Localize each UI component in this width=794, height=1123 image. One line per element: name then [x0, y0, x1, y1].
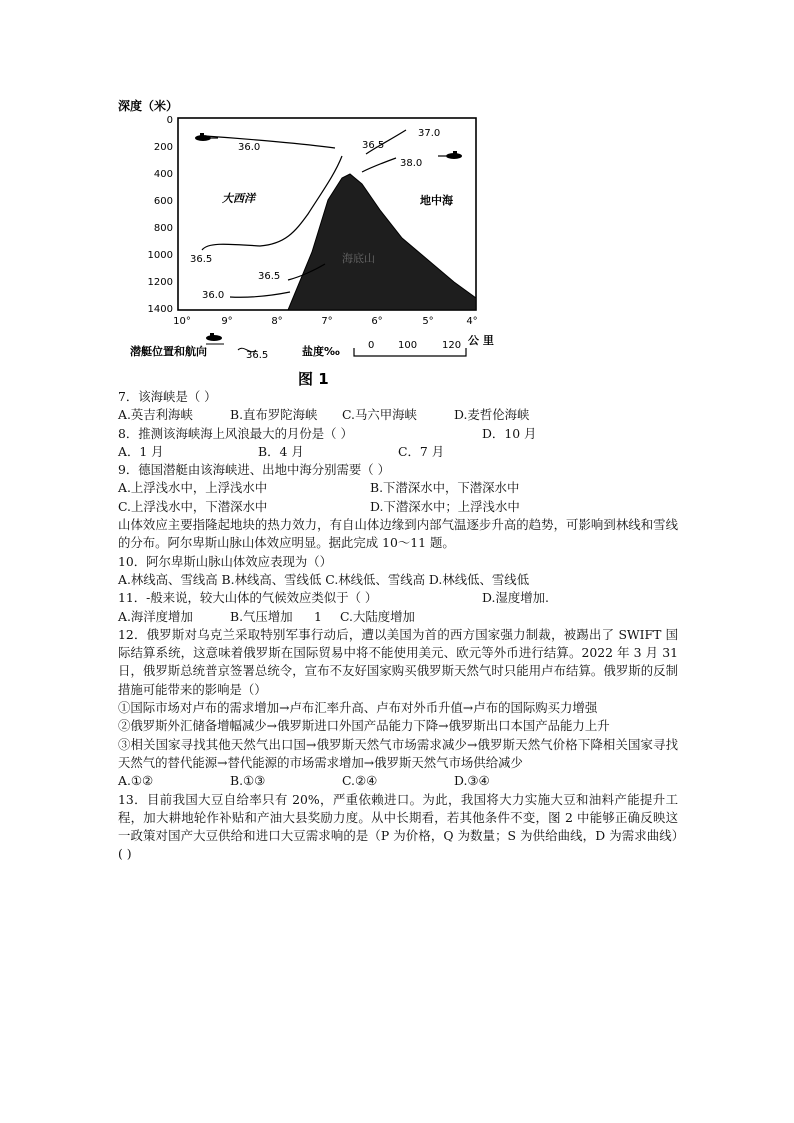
option: A.①② — [118, 773, 154, 789]
stray-mark: 1 — [314, 608, 322, 624]
question-9-options-row2 — [118, 498, 678, 516]
question-10: 10．阿尔卑斯山脉山体效应表现为（） — [118, 553, 333, 569]
scale-tick: 0 — [368, 340, 375, 351]
passage-10-11: 山体效应主要指隆起地块的热力效力，有自山体边缘到内部气温逐步升高的趋势，可影响到林线和雪线的分布。阿尔卑斯山脉山体效应明显。据此完成 10～11 题。 — [118, 517, 678, 551]
longitude-tick-labels — [173, 316, 478, 327]
lon-tick: 10° — [173, 316, 191, 327]
mountain-label: 海底山 — [342, 252, 375, 265]
question-11-line — [118, 589, 678, 607]
option: B.直布罗陀海峡 — [230, 407, 318, 423]
question-12-statement-2: ②俄罗斯外汇储备增幅减少→俄罗斯进口外国产品能力下降→俄罗斯出口本国产品能力上升 — [118, 718, 610, 734]
submarine-icon — [206, 333, 224, 344]
scale-tick: 100 — [398, 340, 418, 351]
option: D.下潜深水中；上浮浅水中 — [370, 498, 520, 514]
question-12-statement-3: ③相关国家寻找其他天然气出口国→俄罗斯天然气市场需求减少→俄罗斯天然气价格下降相关国家寻找天然气的替代能源→替代能源的市场需求增加→俄罗斯天然气市场供给减少 — [118, 736, 678, 770]
figure-legend — [130, 333, 494, 361]
option: B.气压增加 — [230, 608, 293, 624]
isoline-label: 36.5 — [362, 140, 385, 151]
question-13: 13．目前我国大豆自给率只有 20%，严重依赖进口。为此，我国将大力实施大豆和油料产能提升工程，加大耕地轮作补贴和产油大县奖励力度。从中长期看，若其他条件不变，图 2 中能够正确反映这一政策对国产大豆供给和进口大豆需求响的是（P 为价格，Q 为数量；S 为供给曲线，D 为需求曲线）( ) — [118, 791, 678, 862]
option: B．4 月 — [258, 443, 304, 459]
figure-caption: 图 1 — [298, 370, 329, 388]
depth-tick: 800 — [153, 223, 173, 234]
depth-tick: 1200 — [147, 277, 173, 288]
isoline-36-0-lower — [230, 292, 290, 297]
region-mediterranean: 地中海 — [420, 194, 453, 207]
legend-isoline-value: 36.5 — [246, 350, 269, 361]
submarine-icon — [438, 151, 462, 159]
option: C．7 月 — [398, 443, 445, 459]
option: A.海洋度增加 — [118, 608, 193, 624]
depth-tick: 400 — [153, 169, 173, 180]
option: C.马六甲海峡 — [342, 407, 417, 423]
depth-tick-labels — [148, 115, 173, 315]
lon-tick: 8° — [271, 316, 283, 327]
question-7-options — [118, 406, 678, 424]
isoline-36-0-upper — [205, 136, 335, 148]
isoline-label: 36.5 — [190, 254, 213, 265]
option: D.麦哲伦海峡 — [454, 407, 530, 423]
lon-tick: 4° — [466, 316, 478, 327]
option: B.①③ — [230, 773, 266, 789]
question-7: 7．该海峡是（ ） — [118, 389, 217, 404]
option: B.下潜深水中，下潜深水中 — [370, 480, 520, 496]
option: A.英吉利海峡 — [118, 407, 193, 423]
strait-cross-section-figure — [110, 92, 510, 392]
option: A.上浮浅水中，上浮浅水中 — [118, 480, 268, 496]
isoline-label: 38.0 — [400, 158, 423, 169]
lon-tick: 6° — [371, 316, 383, 327]
option: C.大陆度增加 — [340, 608, 415, 624]
option: C.上浮浅水中，下潜深水中 — [118, 498, 268, 514]
isoline-label: 36.0 — [238, 142, 261, 153]
question-11: 11．-般来说，较大山体的气候效应类似于（ ） — [118, 590, 378, 606]
region-atlantic: 大西洋 — [222, 192, 255, 205]
option: C.②④ — [342, 773, 378, 789]
question-12-options — [118, 772, 678, 790]
legend-submarine-label: 潜艇位置和航向 — [130, 345, 207, 358]
scale-tick: 120 — [442, 340, 462, 351]
option: A．1 月 — [118, 443, 164, 459]
option: D.湿度增加. — [482, 590, 549, 606]
question-9: 9．德国潜艇由该海峡进、出地中海分别需要（ ） — [118, 462, 391, 478]
depth-tick: 200 — [153, 142, 173, 153]
question-8-line — [118, 425, 678, 443]
legend-salinity-label: 盐度‰ — [302, 345, 340, 358]
lon-tick: 9° — [221, 316, 233, 327]
question-11-options — [118, 608, 678, 626]
isoline-38-0 — [362, 158, 396, 172]
scale-unit: 公 里 — [468, 334, 494, 347]
option: D.③④ — [454, 773, 490, 789]
depth-tick: 0 — [166, 115, 173, 126]
depth-tick: 600 — [153, 196, 173, 207]
depth-tick: 1400 — [147, 304, 173, 315]
isoline-label: 36.0 — [202, 290, 225, 301]
lon-tick: 7° — [321, 316, 333, 327]
depth-tick: 1000 — [147, 250, 173, 261]
lon-tick: 5° — [422, 316, 434, 327]
option: D．10 月 — [482, 425, 537, 441]
question-8-options — [118, 443, 678, 461]
question-12-statement-1: ①国际市场对卢布的需求增加→卢布汇率升高、卢布对外币升值→卢布的国际购买力增强 — [118, 700, 598, 716]
depth-axis-title: 深度（米） — [118, 99, 179, 113]
question-10-options: A.林线高、雪线高 B.林线高、雪线低 C.林线低、雪线高 D.林线低、雪线低 — [118, 571, 530, 587]
question-12: 12．俄罗斯对乌克兰采取特别军事行动后，遭以美国为首的西方国家强力制裁，被踢出了 SWIFT 国际结算系统，这意味着俄罗斯在国际贸易中将不能使用美元、欧元等外币进行结算。2022 年 3 月 31 日，俄罗斯总统普京签署总统令，宣布不友好国家购买俄罗斯天然气时只能用卢布结算。俄罗斯的反制措施可能带来的影响是（） — [118, 626, 678, 697]
question-list — [118, 388, 678, 864]
isoline-label: 37.0 — [418, 128, 441, 139]
isoline-label: 36.5 — [258, 271, 281, 282]
question-8: 8．推测该海峡海上风浪最大的月份是（ ） — [118, 425, 353, 441]
question-9-options-row1 — [118, 479, 678, 497]
